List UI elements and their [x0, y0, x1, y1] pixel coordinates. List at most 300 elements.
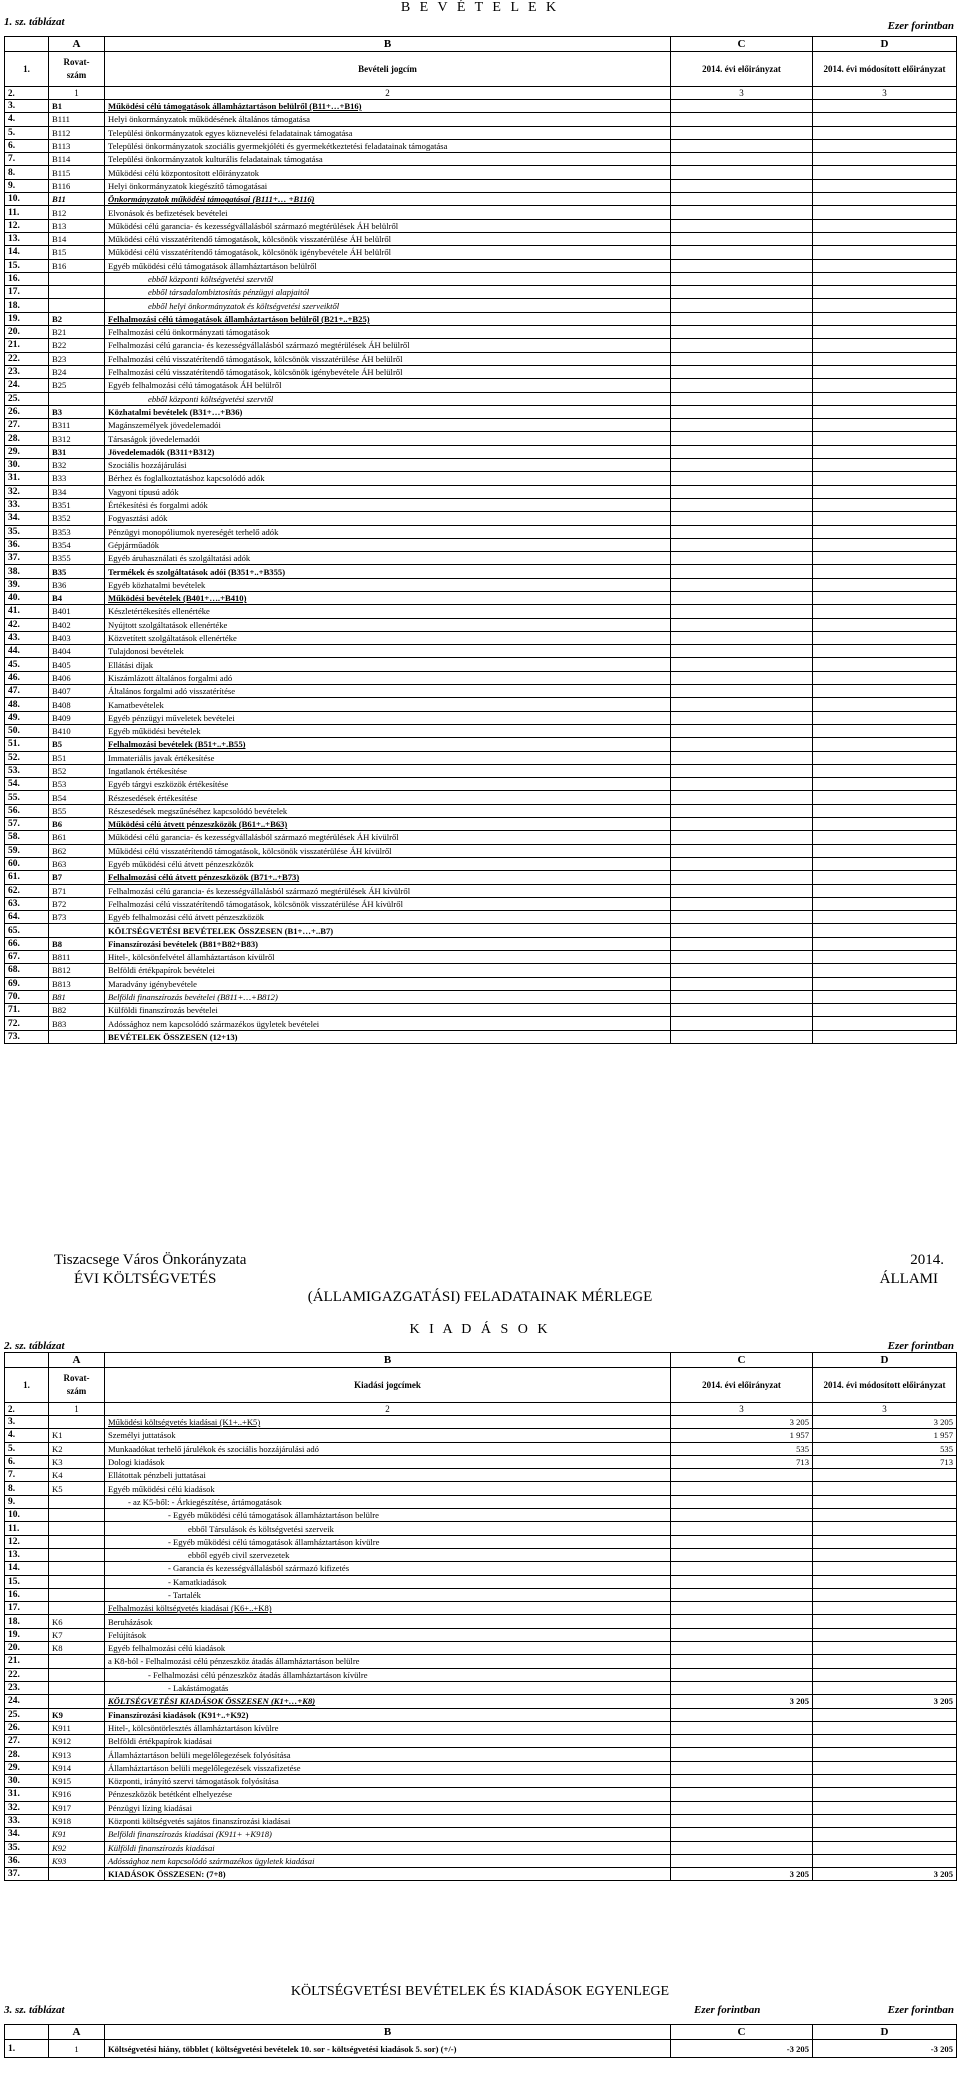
row-number: 9. [5, 179, 49, 192]
table-row [5, 419, 957, 432]
table-row [5, 219, 957, 232]
row-code: K913 [49, 1748, 105, 1761]
row-code: B115 [49, 166, 105, 179]
table-row [5, 990, 957, 1003]
row-title: Hitel-, kölcsönfelvétel államháztartáson kívülről [105, 951, 671, 964]
table-row [5, 472, 957, 485]
row-number: 35. [5, 525, 49, 538]
row-value-d [813, 365, 957, 378]
row-code: B353 [49, 525, 105, 538]
row-number: 15. [5, 1575, 49, 1588]
row-value-d [813, 977, 957, 990]
row-title: Maradvány igénybevétele [105, 977, 671, 990]
row-code: B34 [49, 485, 105, 498]
row-value-c: 3 205 [671, 1868, 813, 1881]
row-code [49, 272, 105, 285]
row-title: Magánszemélyek jövedelemadói [105, 419, 671, 432]
table-row [5, 1455, 957, 1468]
row-value-d [813, 924, 957, 937]
row-value-d [813, 937, 957, 950]
row-value-d [813, 419, 957, 432]
row-number: 59. [5, 844, 49, 857]
row-number: 19. [5, 1628, 49, 1641]
row-value-d [813, 605, 957, 618]
table-row [5, 738, 957, 751]
row-value-d [813, 831, 957, 844]
row-value-d [813, 153, 957, 166]
row-number: 38. [5, 565, 49, 578]
row-value-d [813, 139, 957, 152]
table-row [5, 379, 957, 392]
row-code [49, 1868, 105, 1881]
report-year: 2014. [910, 1252, 944, 1268]
row-value-d [813, 326, 957, 339]
row-code: B81 [49, 990, 105, 1003]
row-value-c [671, 605, 813, 618]
table-row [5, 1868, 957, 1881]
table-row [5, 778, 957, 791]
row-value-c [671, 352, 813, 365]
row-value-c [671, 445, 813, 458]
row-value-c [671, 818, 813, 831]
row-code [49, 1030, 105, 1043]
table-row [5, 339, 957, 352]
row-number: 27. [5, 1735, 49, 1748]
row-code: B16 [49, 259, 105, 272]
row-value-c [671, 153, 813, 166]
row-code: B5 [49, 738, 105, 751]
row-title: Települési önkormányzatok kulturális feladatainak támogatása [105, 153, 671, 166]
row-value-d [813, 724, 957, 737]
row-number: 23. [5, 365, 49, 378]
table-row [5, 1721, 957, 1734]
row-code: B61 [49, 831, 105, 844]
row-title: Felhalmozási célú visszatérítendő támogatások, kölcsönök visszatérülése ÁH belülről [105, 352, 671, 365]
row-code: K5 [49, 1482, 105, 1495]
row-code: B62 [49, 844, 105, 857]
row-code: B14 [49, 232, 105, 245]
row-value-d [813, 844, 957, 857]
row-code: B410 [49, 724, 105, 737]
row-number: 56. [5, 804, 49, 817]
row-code [49, 392, 105, 405]
row-code: B404 [49, 645, 105, 658]
row-value-c [671, 990, 813, 1003]
table-row [5, 1495, 957, 1508]
table-row [5, 246, 957, 259]
row-code: K4 [49, 1469, 105, 1482]
row-title: Részesedések értékesítése [105, 791, 671, 804]
expense-table [4, 1352, 957, 1881]
table-row [5, 631, 957, 644]
row-number: 36. [5, 538, 49, 551]
row-value-c [671, 286, 813, 299]
row-code: B51 [49, 751, 105, 764]
row-code: B13 [49, 219, 105, 232]
header-modified: 2014. évi módosított előirányzat [813, 52, 957, 87]
row-value-c [671, 299, 813, 312]
row-title: Ingatlanok értékesítése [105, 764, 671, 777]
colnum-b: 2 [105, 87, 671, 100]
row-value-c [671, 139, 813, 152]
table-row [5, 1828, 957, 1841]
table-row [5, 937, 957, 950]
row-code [49, 924, 105, 937]
row-number: 16. [5, 272, 49, 285]
row-number: 10. [5, 193, 49, 206]
row-code: B35 [49, 565, 105, 578]
table-row [5, 565, 957, 578]
row-value-c [671, 206, 813, 219]
row-code [49, 1535, 105, 1548]
row-number: 13. [5, 232, 49, 245]
row-value-c [671, 193, 813, 206]
row-value-c [671, 1602, 813, 1615]
row-number: 14. [5, 1562, 49, 1575]
row-value-d [813, 911, 957, 924]
table-row [5, 1482, 957, 1495]
table-row [5, 206, 957, 219]
row-value-c [671, 1615, 813, 1628]
table-row [5, 685, 957, 698]
table3-label: 3. sz. táblázat [4, 2004, 65, 2016]
row-value-d [813, 631, 957, 644]
row-code: B812 [49, 964, 105, 977]
table1-title: B E V É T E L E K [400, 0, 560, 15]
row-title: Egyéb működési célú támogatások államháztartáson belülről [105, 259, 671, 272]
row-code: B36 [49, 578, 105, 591]
row-number: 8. [5, 1482, 49, 1495]
row-value-c [671, 1841, 813, 1854]
row-code: B355 [49, 552, 105, 565]
row-title: Egyéb működési célú átvett pénzeszközök [105, 857, 671, 870]
row-code: B82 [49, 1004, 105, 1017]
row-number: 54. [5, 778, 49, 791]
column-letters-row [5, 1353, 957, 1368]
row-title: Értékesítési és forgalmi adók [105, 498, 671, 511]
row-value-c [671, 1535, 813, 1548]
row-number: 25. [5, 392, 49, 405]
row-code: B407 [49, 685, 105, 698]
row-code [49, 1548, 105, 1561]
row-number: 23. [5, 1681, 49, 1694]
row-code: B63 [49, 857, 105, 870]
row-value-c [671, 166, 813, 179]
row-number: 69. [5, 977, 49, 990]
row-value-d [813, 897, 957, 910]
row-value-d [813, 791, 957, 804]
row-value-c [671, 1030, 813, 1043]
row-number: 30. [5, 459, 49, 472]
row-value-d [813, 738, 957, 751]
row-title: Felhalmozási célú garancia- és kezességvállalásból származó megtérülések ÁH kívülről [105, 884, 671, 897]
row-value-d [813, 232, 957, 245]
row-value-c [671, 964, 813, 977]
row-title: - Felhalmozási célú pénzeszköz átadás államháztartáson kívülre [105, 1668, 671, 1681]
row-number: 3. [5, 1416, 49, 1429]
row-number: 18. [5, 1615, 49, 1628]
col-letter-a: A [49, 37, 105, 52]
row-value-c [671, 831, 813, 844]
row-value-c [671, 259, 813, 272]
row-title: Finanszírozási bevételek (B81+B82+B83) [105, 937, 671, 950]
col-blank [5, 37, 49, 52]
row-number: 5. [5, 126, 49, 139]
row-value-c [671, 339, 813, 352]
row-title: Felhalmozási célú önkormányzati támogatások [105, 326, 671, 339]
row-value-d [813, 219, 957, 232]
row-title: Helyi önkormányzatok kiegészítő támogatásai [105, 179, 671, 192]
row-code: B112 [49, 126, 105, 139]
table-row [5, 791, 957, 804]
table3-column-letters [5, 2025, 957, 2040]
row-number: 33. [5, 1814, 49, 1827]
row-number: 21. [5, 339, 49, 352]
row-number: 10. [5, 1509, 49, 1522]
row-code: B409 [49, 711, 105, 724]
row-number: 43. [5, 631, 49, 644]
row-number: 39. [5, 578, 49, 591]
row-number: 57. [5, 818, 49, 831]
row-code: K9 [49, 1708, 105, 1721]
row-code: K7 [49, 1628, 105, 1641]
row-value-c [671, 578, 813, 591]
row-code: B72 [49, 897, 105, 910]
table-row [5, 1841, 957, 1854]
row-number: 67. [5, 951, 49, 964]
row-title: Működési célú garancia- és kezességvállalásból származó megtérülések ÁH kívülről [105, 831, 671, 844]
table2-header [4, 1322, 956, 1352]
row-title: Részesedések megszűnéséhez kapcsolódó bevételek [105, 804, 671, 817]
row-value-d [813, 1017, 957, 1030]
table-row [5, 1030, 957, 1043]
row-value-d [813, 871, 957, 884]
row-code: K916 [49, 1788, 105, 1801]
row-number: 44. [5, 645, 49, 658]
row-value-c: 3 205 [671, 1416, 813, 1429]
row-number: 40. [5, 591, 49, 604]
table-row [5, 286, 957, 299]
row-number: 4. [5, 113, 49, 126]
table2-title: K I A D Á S O K [409, 1322, 551, 1337]
table-row [5, 1695, 957, 1708]
header-code: Rovat- szám [49, 52, 105, 87]
row-value-d [813, 126, 957, 139]
column-header-row [5, 52, 957, 87]
row-number: 19. [5, 312, 49, 325]
row-code: B33 [49, 472, 105, 485]
row-number: 5. [5, 1442, 49, 1455]
row-code: K1 [49, 1429, 105, 1442]
table-row [5, 698, 957, 711]
colnum-d: 3 [813, 87, 957, 100]
row-value-d [813, 525, 957, 538]
header-title: Bevételi jogcím [105, 52, 671, 87]
row-code [49, 299, 105, 312]
table-row [5, 312, 957, 325]
row-title: Fogyasztási adók [105, 512, 671, 525]
row-title: Készletértékesítés ellenértéke [105, 605, 671, 618]
row-value-d [813, 352, 957, 365]
table-row [5, 193, 957, 206]
row-title: Önkormányzatok működési támogatásai (B111+… +B116) [105, 193, 671, 206]
table-row [5, 139, 957, 152]
table-row [5, 1588, 957, 1601]
row-code [49, 1522, 105, 1535]
row-code: B15 [49, 246, 105, 259]
row-code: K92 [49, 1841, 105, 1854]
row-value-d: 713 [813, 1455, 957, 1468]
row-value-d [813, 618, 957, 631]
row-value-c [671, 1004, 813, 1017]
row-code: B406 [49, 671, 105, 684]
row-number: 15. [5, 259, 49, 272]
row-value-c [671, 671, 813, 684]
row-value-c [671, 1495, 813, 1508]
row-title: Belföldi értékpapírok kiadásai [105, 1735, 671, 1748]
row-value-d [813, 272, 957, 285]
row-number: 7. [5, 153, 49, 166]
row-code: B312 [49, 432, 105, 445]
row-title: KIADÁSOK ÖSSZESEN: (7+8) [105, 1868, 671, 1881]
row-title: - Egyéb működési célú támogatások államháztartáson belülre [105, 1509, 671, 1522]
table-row [5, 1562, 957, 1575]
row-code: B1 [49, 100, 105, 113]
row-value-c [671, 738, 813, 751]
row-code: B351 [49, 498, 105, 511]
row-number: 62. [5, 884, 49, 897]
row-number: 30. [5, 1775, 49, 1788]
table-row [5, 1429, 957, 1442]
table-row [5, 1775, 957, 1788]
row-number: 7. [5, 1469, 49, 1482]
row-value-c [671, 591, 813, 604]
header-title: Kiadási jogcímek [105, 1368, 671, 1403]
row-number: 22. [5, 1668, 49, 1681]
row-code: B23 [49, 352, 105, 365]
table-row [5, 804, 957, 817]
row-title: Szociális hozzájárulási [105, 459, 671, 472]
table-row [5, 951, 957, 964]
table-row [5, 591, 957, 604]
table1-label: 1. sz. táblázat [4, 16, 65, 28]
row-number: 73. [5, 1030, 49, 1043]
table-row [5, 751, 957, 764]
row-value-c [671, 219, 813, 232]
row-value-c [671, 1575, 813, 1588]
row-code: B25 [49, 379, 105, 392]
row-title: Adóssághoz nem kapcsolódó származékos ügyletek bevételei [105, 1017, 671, 1030]
row-title: Gépjárműadók [105, 538, 671, 551]
row-value-c [671, 498, 813, 511]
row-number: 24. [5, 1695, 49, 1708]
row-value-c [671, 538, 813, 551]
row-value-d [813, 312, 957, 325]
row-value-d [813, 1735, 957, 1748]
row-number: 18. [5, 299, 49, 312]
row-number: 37. [5, 552, 49, 565]
table-row [5, 1615, 957, 1628]
colnum-n: 2. [5, 87, 49, 100]
col-letter-c: C [671, 2025, 813, 2040]
row-title: Adóssághoz nem kapcsolódó származékos ügyletek kiadásai [105, 1854, 671, 1867]
row-code [49, 1602, 105, 1615]
colnum-b: 2 [105, 1403, 671, 1416]
table3-header [4, 1984, 956, 2020]
row-title: Munkaadókat terhelő járulékok és szociális hozzájárulási adó [105, 1442, 671, 1455]
row-value-d [813, 259, 957, 272]
row-value-d: 535 [813, 1442, 957, 1455]
table-row [5, 153, 957, 166]
row-number: 41. [5, 605, 49, 618]
row-number: 58. [5, 831, 49, 844]
row-value-d [813, 100, 957, 113]
row-value-d [813, 1548, 957, 1561]
row-title: Külföldi finanszírozás kiadásai [105, 1841, 671, 1854]
row-code [49, 1588, 105, 1601]
row-value-d [813, 711, 957, 724]
row-code: B114 [49, 153, 105, 166]
row-value-c [671, 405, 813, 418]
row-number: 4. [5, 1429, 49, 1442]
header-code: Rovat- szám [49, 1368, 105, 1403]
table-row [5, 1416, 957, 1429]
row-code: K8 [49, 1642, 105, 1655]
row-title: - Tartalék [105, 1588, 671, 1601]
row-title: Felhalmozási célú átvett pénzeszközök (B71+..+B73) [105, 871, 671, 884]
row-value-d [813, 206, 957, 219]
row-code: B7 [49, 871, 105, 884]
row-value-d [813, 405, 957, 418]
table-row [5, 1442, 957, 1455]
row-value-d [813, 565, 957, 578]
row-number: 26. [5, 405, 49, 418]
row-number: 46. [5, 671, 49, 684]
row-value-c [671, 1761, 813, 1774]
row-number: 25. [5, 1708, 49, 1721]
table-row [5, 392, 957, 405]
table-row [5, 844, 957, 857]
table-row [5, 1788, 957, 1801]
row-value-d [813, 459, 957, 472]
row-value-d [813, 671, 957, 684]
row-number: 64. [5, 911, 49, 924]
row-title: Működési célú visszatérítendő támogatások, kölcsönök igénybevétele ÁH belülről [105, 246, 671, 259]
row-value-c [671, 565, 813, 578]
row-value-d [813, 990, 957, 1003]
row-value-d [813, 1522, 957, 1535]
col-blank [5, 1353, 49, 1368]
table-row [5, 113, 957, 126]
row-number: 8. [5, 166, 49, 179]
row-value-c [671, 1801, 813, 1814]
row-value-d [813, 1628, 957, 1641]
row-code [49, 1575, 105, 1588]
row-code: K911 [49, 1721, 105, 1734]
row-value-d [813, 1854, 957, 1867]
row-value-c [671, 1668, 813, 1681]
row-value-c [671, 432, 813, 445]
row-number: 48. [5, 698, 49, 711]
row-code: B401 [49, 605, 105, 618]
header-original: 2014. évi előirányzat [671, 1368, 813, 1403]
row-value-d [813, 286, 957, 299]
row-value-d [813, 964, 957, 977]
row-number: 66. [5, 937, 49, 950]
balance-table [4, 2024, 957, 2058]
row-number: 26. [5, 1721, 49, 1734]
row-code [49, 1668, 105, 1681]
